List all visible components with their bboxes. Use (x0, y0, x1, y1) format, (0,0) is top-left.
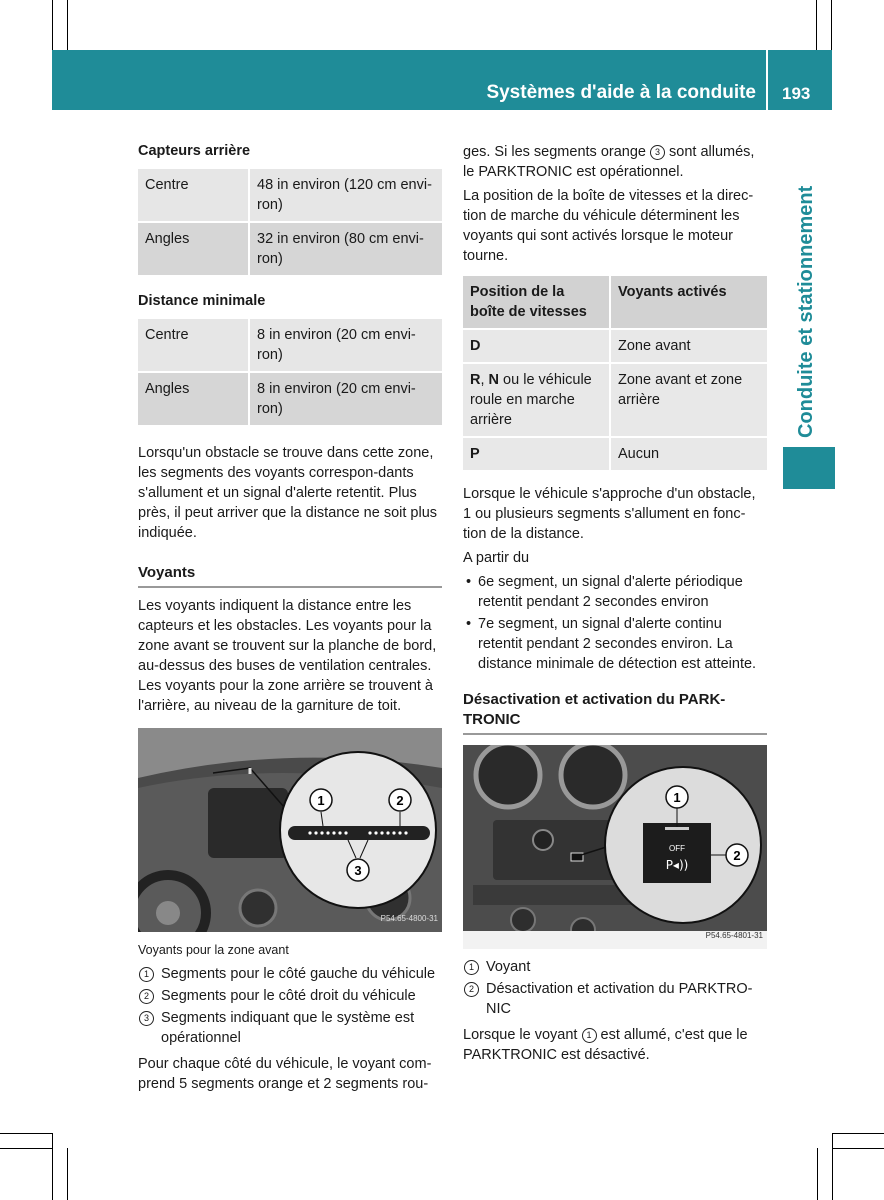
crop-mark (52, 0, 53, 50)
table-cell: 8 in environ (20 cm envi-ron) (249, 372, 442, 425)
capteurs-table (138, 169, 442, 275)
callout-number: 1 (139, 967, 154, 982)
side-tab-label: Conduite et stationnement (795, 185, 817, 438)
crop-mark (832, 1133, 833, 1200)
callout-number: 3 (650, 145, 665, 160)
legend-text: Segments pour le côté gauche du véhicule (161, 966, 436, 982)
crop-mark (67, 1148, 68, 1200)
gear-letter: P (470, 446, 480, 462)
distance-table (138, 319, 442, 425)
legend-item (138, 986, 442, 1006)
legend-text: Voyant (486, 959, 531, 975)
callout-number: 1 (464, 960, 479, 975)
text-fragment: ou le véhicule roule en marche arrière (470, 372, 592, 428)
text-fragment: Lorsque le voyant (463, 1027, 578, 1043)
table-cell: Zone avant (610, 329, 767, 363)
table-cell: 48 in environ (120 cm envi-ron) (249, 169, 442, 222)
paragraph: Lorsqu'un obstacle se trouve dans cette zone, les segments des voyants correspon-dants s'allument et un signal d'alerte retentit. Plus près, il peut arriver que la distance ne soit plus indiquée. (138, 445, 438, 541)
paragraph: Lorsque le véhicule s'approche d'un obstacle, 1 ou plusieurs segments s'allument en fonc-tion de la distance. (463, 486, 756, 542)
header-bar (52, 50, 766, 110)
callout-number: 3 (139, 1011, 154, 1026)
crop-mark (52, 1133, 53, 1200)
table-cell (463, 363, 610, 437)
console-illustration (463, 745, 767, 949)
side-tab-marker (783, 447, 835, 489)
voyants-heading: Voyants (138, 563, 442, 588)
table-cell: Centre (138, 169, 249, 222)
paragraph (463, 1025, 767, 1065)
table-cell (463, 329, 610, 363)
table-header: Voyants activés (610, 276, 767, 329)
page-number: 193 (782, 84, 811, 103)
crop-mark (832, 1148, 884, 1149)
table-row (138, 319, 442, 372)
table-row (138, 222, 442, 275)
gear-table (463, 276, 767, 470)
right-column (463, 142, 767, 1069)
figure-caption: Voyants pour la zone avant (138, 943, 289, 957)
table-row (463, 437, 767, 470)
legend-item (463, 957, 767, 977)
deactivation-heading: Désactivation et activation du PARK-TRONIC (463, 690, 767, 735)
svg-text:2: 2 (733, 848, 741, 863)
side-tab (778, 150, 834, 450)
crop-mark (832, 1133, 884, 1134)
crop-mark (831, 0, 832, 50)
table-cell: Angles (138, 222, 249, 275)
list-item: • 7e segment, un signal d'alerte continu retentit pendant 2 secondes environ. La distance minimale de détection est atteinte. (463, 614, 767, 674)
paragraph: La position de la boîte de vitesses et la direc-tion de marche du véhicule déterminent les voyants qui sont activés lorsque le moteur tourne. (463, 188, 754, 264)
table-cell: 8 in environ (20 cm envi-ron) (249, 319, 442, 372)
parktronic-button-label: P◂)) (665, 858, 689, 872)
table-cell: Centre (138, 319, 249, 372)
callout-number: 2 (464, 982, 479, 997)
crop-mark (0, 1133, 52, 1134)
svg-text:2: 2 (396, 793, 404, 808)
svg-text:3: 3 (354, 863, 362, 878)
table-cell: Aucun (610, 437, 767, 470)
crop-mark (67, 0, 68, 50)
gear-letter: N (488, 372, 500, 388)
figure-reference: P54.65-4800-31 (380, 914, 438, 923)
callout-number: 2 (139, 989, 154, 1004)
crop-mark (816, 0, 817, 50)
table-cell (463, 437, 610, 470)
paragraph: A partir du (463, 550, 530, 566)
gear-letter: R (470, 372, 481, 388)
callout-number: 1 (582, 1028, 597, 1043)
gear-letter: D (470, 338, 481, 354)
paragraph: Les voyants indiquent la distance entre les capteurs et les obstacles. Les voyants pour la zone avant se trouvent sur la planche de bord, au-dessus des buses de ventilation centrales. Les voyants pour la zone arrière se trouvent à l'arrière, au niveau de la garniture de toit. (138, 598, 437, 714)
table-row (138, 169, 442, 222)
paragraph (463, 142, 767, 182)
page-title: Systèmes d'aide à la conduite (486, 82, 756, 103)
legend-text: Désactivation et activation du PARKTRO-NIC (486, 981, 753, 1017)
left-column (138, 138, 442, 1098)
text-fragment: est allumé, c'est que le PARKTRONIC est désactivé. (463, 1027, 748, 1063)
off-label: OFF (669, 844, 685, 853)
table-header: Position de la boîte de vitesses (463, 276, 610, 329)
svg-text:1: 1 (317, 793, 325, 808)
legend-item (463, 979, 767, 1019)
figure-parktronic-button (463, 745, 767, 949)
crop-mark (0, 1148, 52, 1149)
text-fragment: sont allumés, le PARKTRONIC est opérationnel. (463, 144, 755, 180)
table-row (463, 363, 767, 437)
svg-text:1: 1 (673, 790, 681, 805)
crop-mark (817, 1148, 818, 1200)
list-item: • 6e segment, un signal d'alerte périodique retentit pendant 2 secondes environ (463, 572, 767, 612)
distance-title: Distance minimale (138, 293, 266, 309)
legend-item (138, 1008, 442, 1048)
figure-front-indicators (138, 728, 442, 932)
table-row (463, 329, 767, 363)
legend-text: Segments indiquant que le système est opérationnel (161, 1010, 415, 1046)
text-fragment: ges. Si les segments orange (463, 144, 646, 160)
legend-item (138, 964, 442, 984)
legend-text: Segments pour le côté droit du véhicule (161, 988, 416, 1004)
dashboard-illustration (138, 728, 442, 932)
table-row (138, 372, 442, 425)
bullet-list (463, 572, 767, 674)
paragraph: Pour chaque côté du véhicule, le voyant com-prend 5 segments orange et 2 segments rou- (138, 1056, 432, 1092)
table-cell: 32 in environ (80 cm envi-ron) (249, 222, 442, 275)
table-header-row (463, 276, 767, 329)
table-cell: Angles (138, 372, 249, 425)
figure-reference: P54.65-4801-31 (705, 931, 763, 940)
capteurs-title: Capteurs arrière (138, 143, 251, 159)
page-number-box (768, 50, 832, 110)
table-cell: Zone avant et zone arrière (610, 363, 767, 437)
text-fragment: , (480, 372, 489, 388)
